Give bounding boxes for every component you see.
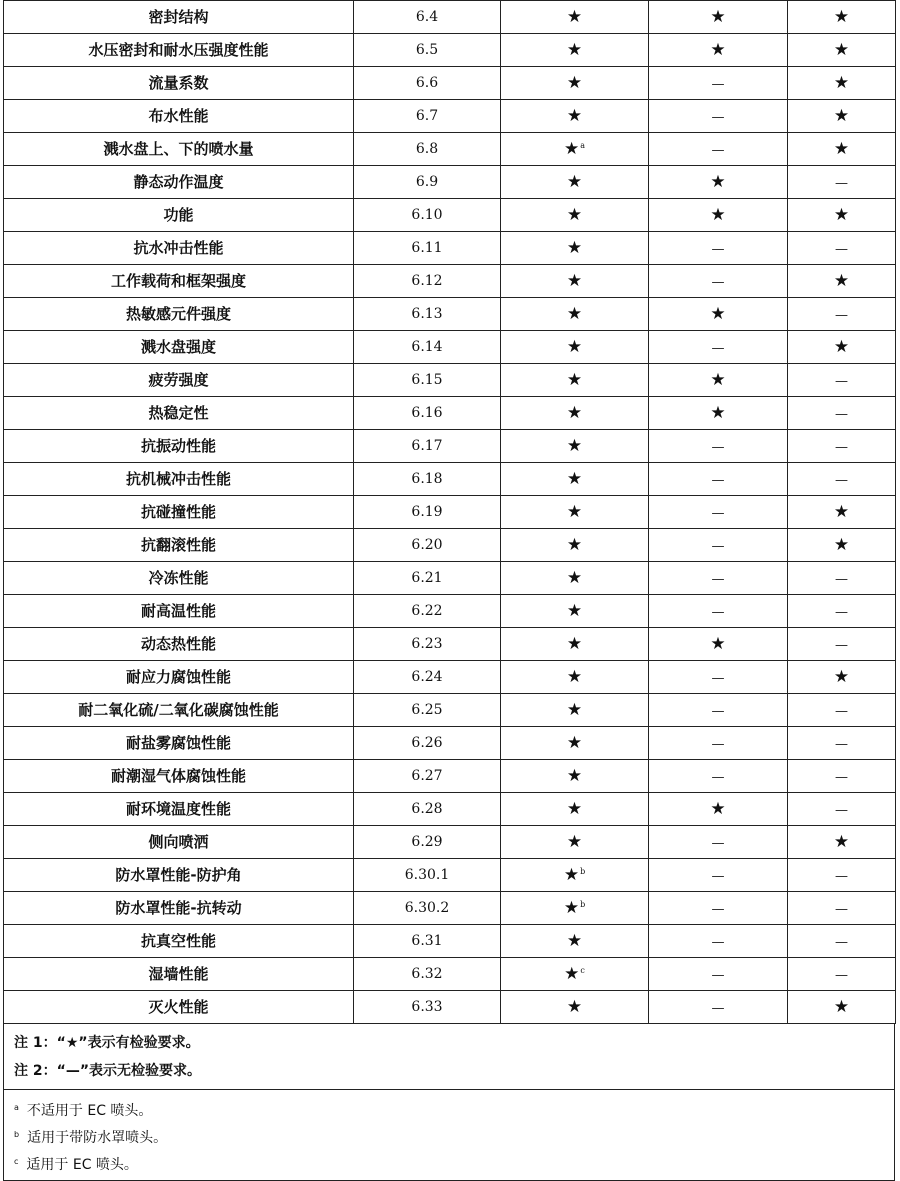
- star-mark: ★: [710, 6, 726, 27]
- type-test-cell: [501, 100, 649, 133]
- sample-test-cell: [788, 925, 896, 958]
- star-mark: ★: [566, 402, 583, 423]
- type-test-cell: [501, 694, 649, 727]
- factory-test-cell: [649, 760, 788, 793]
- item-name-cell: 耐环境温度性能: [4, 793, 354, 826]
- type-test-cell: [501, 34, 649, 67]
- notes-block: [4, 1024, 894, 1089]
- star-mark: ★: [710, 633, 726, 654]
- footnote-ref: c: [580, 965, 585, 975]
- clause-cell: 6.30.2: [354, 892, 501, 925]
- clause-cell: 6.30.1: [354, 859, 501, 892]
- table-row: [4, 562, 896, 595]
- item-name-cell: 湿墙性能: [4, 958, 354, 991]
- dash-mark: —: [835, 769, 848, 785]
- sample-test-cell: [788, 397, 896, 430]
- table-row: [4, 661, 896, 694]
- star-mark: ★: [710, 171, 726, 192]
- factory-test-cell: [649, 925, 788, 958]
- item-name-cell: 溅水盘上、下的喷水量: [4, 133, 354, 166]
- star-mark: ★: [833, 666, 850, 687]
- dash-mark: —: [711, 934, 725, 950]
- sample-test-cell: [788, 694, 896, 727]
- dash-mark: —: [835, 802, 848, 818]
- type-test-cell: [501, 199, 649, 232]
- factory-test-cell: [649, 562, 788, 595]
- type-test-cell: [501, 892, 649, 925]
- item-name-cell: 抗振动性能: [4, 430, 354, 463]
- item-name-cell: 抗水冲击性能: [4, 232, 354, 265]
- sample-test-cell: [788, 199, 896, 232]
- dash-mark: —: [711, 1000, 725, 1016]
- type-test-cell: [501, 529, 649, 562]
- type-test-cell: [501, 760, 649, 793]
- clause-cell: 6.17: [354, 430, 501, 463]
- star-mark: ★: [566, 501, 583, 522]
- footnote-text: 适用于带防水罩喷头。: [27, 1130, 168, 1146]
- type-test-cell: [501, 661, 649, 694]
- star-mark: ★: [710, 204, 726, 225]
- dash-mark: —: [835, 472, 848, 488]
- dash-mark: —: [835, 604, 848, 620]
- factory-test-cell: [649, 595, 788, 628]
- type-test-cell: [501, 826, 649, 859]
- factory-test-cell: [649, 793, 788, 826]
- factory-test-cell: [649, 991, 788, 1024]
- type-test-cell: [501, 133, 649, 166]
- star-mark: ★: [710, 39, 726, 60]
- star-mark: ★: [563, 864, 580, 885]
- clause-cell: 6.11: [354, 232, 501, 265]
- clause-cell: 6.13: [354, 298, 501, 331]
- star-mark: ★: [566, 237, 583, 258]
- star-mark: ★: [833, 501, 850, 522]
- type-test-cell: [501, 1, 649, 34]
- item-name-cell: 功能: [4, 199, 354, 232]
- item-name-cell: 耐高温性能: [4, 595, 354, 628]
- factory-test-cell: [649, 331, 788, 364]
- inspection-requirements-table: [3, 0, 896, 1024]
- clause-cell: 6.9: [354, 166, 501, 199]
- footnote-ref: b: [580, 899, 586, 909]
- dash-mark: —: [835, 571, 848, 587]
- star-mark: ★: [566, 996, 583, 1017]
- clause-cell: 6.5: [354, 34, 501, 67]
- inspection-table-page: [3, 0, 895, 1181]
- item-name-cell: 耐二氧化硫/二氧化碳腐蚀性能: [4, 694, 354, 727]
- clause-cell: 6.19: [354, 496, 501, 529]
- sample-test-cell: [788, 826, 896, 859]
- item-name-cell: 流量系数: [4, 67, 354, 100]
- sample-test-cell: [788, 298, 896, 331]
- type-test-cell: [501, 562, 649, 595]
- item-name-cell: 耐盐雾腐蚀性能: [4, 727, 354, 760]
- table-row: [4, 133, 896, 166]
- factory-test-cell: [649, 298, 788, 331]
- sample-test-cell: [788, 430, 896, 463]
- sample-test-cell: [788, 529, 896, 562]
- sample-test-cell: [788, 265, 896, 298]
- factory-test-cell: [649, 67, 788, 100]
- type-test-cell: [501, 430, 649, 463]
- star-mark: ★: [566, 699, 583, 720]
- table-row: [4, 826, 896, 859]
- star-mark: ★: [710, 402, 726, 423]
- star-mark: ★: [566, 270, 583, 291]
- sample-test-cell: [788, 67, 896, 100]
- type-test-cell: [501, 595, 649, 628]
- dash-mark: —: [711, 670, 725, 686]
- clause-cell: 6.10: [354, 199, 501, 232]
- star-mark: ★: [566, 204, 583, 225]
- star-mark: ★: [710, 303, 726, 324]
- table-row: [4, 595, 896, 628]
- dash-mark: —: [711, 142, 725, 158]
- factory-test-cell: [649, 364, 788, 397]
- clause-cell: 6.25: [354, 694, 501, 727]
- footnote-text: 不适用于 EC 喷头。: [26, 1103, 153, 1119]
- table-row: [4, 529, 896, 562]
- item-name-cell: 耐应力腐蚀性能: [4, 661, 354, 694]
- dash-mark: —: [835, 703, 848, 719]
- type-test-cell: [501, 67, 649, 100]
- clause-cell: 6.12: [354, 265, 501, 298]
- item-name-cell: 热敏感元件强度: [4, 298, 354, 331]
- table-row: [4, 760, 896, 793]
- item-name-cell: 密封结构: [4, 1, 354, 34]
- dash-mark: —: [711, 340, 725, 356]
- star-mark: ★: [833, 105, 850, 126]
- item-name-cell: 抗翻滚性能: [4, 529, 354, 562]
- item-name-cell: 抗真空性能: [4, 925, 354, 958]
- dash-mark: —: [711, 571, 725, 587]
- star-mark: ★: [833, 996, 850, 1017]
- table-row: [4, 166, 896, 199]
- footnote-b: [14, 1121, 894, 1148]
- star-mark: ★: [833, 6, 850, 27]
- dash-mark: —: [711, 76, 725, 92]
- factory-test-cell: [649, 199, 788, 232]
- item-name-cell: 疲劳强度: [4, 364, 354, 397]
- dash-mark: —: [711, 241, 725, 257]
- dash-mark: —: [711, 472, 725, 488]
- item-name-cell: 工作载荷和框架强度: [4, 265, 354, 298]
- star-mark: ★: [566, 369, 583, 390]
- type-test-cell: [501, 925, 649, 958]
- item-name-cell: 布水性能: [4, 100, 354, 133]
- star-mark: ★: [833, 534, 850, 555]
- dash-mark: —: [711, 505, 725, 521]
- table-row: [4, 430, 896, 463]
- clause-cell: 6.7: [354, 100, 501, 133]
- dash-mark: —: [711, 703, 725, 719]
- sample-test-cell: [788, 661, 896, 694]
- factory-test-cell: [649, 727, 788, 760]
- star-mark: ★: [833, 336, 850, 357]
- dash-mark: —: [835, 637, 848, 653]
- star-mark: ★: [710, 798, 726, 819]
- factory-test-cell: [649, 628, 788, 661]
- footnote-mark: a: [14, 1103, 19, 1112]
- sample-test-cell: [788, 628, 896, 661]
- dash-mark: —: [711, 868, 725, 884]
- star-mark: ★: [566, 567, 583, 588]
- factory-test-cell: [649, 859, 788, 892]
- table-row: [4, 265, 896, 298]
- star-mark: ★: [566, 765, 583, 786]
- dash-mark: —: [835, 736, 848, 752]
- dash-mark: —: [711, 109, 725, 125]
- star-mark: ★: [566, 534, 583, 555]
- clause-cell: 6.23: [354, 628, 501, 661]
- type-test-cell: [501, 265, 649, 298]
- star-mark: ★: [566, 798, 583, 819]
- table-row: [4, 892, 896, 925]
- dash-mark: —: [835, 241, 848, 257]
- star-mark: ★: [566, 39, 583, 60]
- dash-mark: —: [711, 967, 725, 983]
- star-mark: ★: [833, 138, 850, 159]
- factory-test-cell: [649, 892, 788, 925]
- sample-test-cell: [788, 760, 896, 793]
- star-mark: ★: [566, 303, 583, 324]
- note-1: 注 1：“★”表示有检验要求。: [14, 1035, 200, 1051]
- table-row: [4, 397, 896, 430]
- type-test-cell: [501, 298, 649, 331]
- note-2: 注 2：“—”表示无检验要求。: [14, 1063, 202, 1079]
- sample-test-cell: [788, 859, 896, 892]
- item-name-cell: 溅水盘强度: [4, 331, 354, 364]
- clause-cell: 6.28: [354, 793, 501, 826]
- sample-test-cell: [788, 991, 896, 1024]
- star-mark: ★: [710, 369, 726, 390]
- clause-cell: 6.27: [354, 760, 501, 793]
- star-mark: ★: [566, 930, 583, 951]
- dash-mark: —: [835, 901, 848, 917]
- table-row: [4, 925, 896, 958]
- item-name-cell: 耐潮湿气体腐蚀性能: [4, 760, 354, 793]
- sample-test-cell: [788, 1, 896, 34]
- type-test-cell: [501, 364, 649, 397]
- item-name-cell: 侧向喷洒: [4, 826, 354, 859]
- table-row: [4, 958, 896, 991]
- table-row: [4, 859, 896, 892]
- type-test-cell: [501, 496, 649, 529]
- dash-mark: —: [835, 868, 848, 884]
- type-test-cell: [501, 727, 649, 760]
- star-mark: ★: [833, 72, 850, 93]
- factory-test-cell: [649, 265, 788, 298]
- factory-test-cell: [649, 496, 788, 529]
- item-name-cell: 防水罩性能-防护角: [4, 859, 354, 892]
- footnote-ref: a: [580, 140, 586, 150]
- factory-test-cell: [649, 232, 788, 265]
- star-mark: ★: [833, 39, 850, 60]
- factory-test-cell: [649, 166, 788, 199]
- item-name-cell: 静态动作温度: [4, 166, 354, 199]
- dash-mark: —: [711, 769, 725, 785]
- dash-mark: —: [711, 736, 725, 752]
- table-row: [4, 793, 896, 826]
- footnotes-block: [4, 1089, 894, 1180]
- footnote-ref: b: [580, 866, 586, 876]
- clause-cell: 6.18: [354, 463, 501, 496]
- clause-cell: 6.33: [354, 991, 501, 1024]
- factory-test-cell: [649, 826, 788, 859]
- dash-mark: —: [835, 175, 848, 191]
- factory-test-cell: [649, 397, 788, 430]
- star-mark: ★: [833, 831, 850, 852]
- sample-test-cell: [788, 892, 896, 925]
- table-row: [4, 364, 896, 397]
- sample-test-cell: [788, 562, 896, 595]
- sample-test-cell: [788, 793, 896, 826]
- table-row: [4, 100, 896, 133]
- star-mark: ★: [566, 468, 583, 489]
- sample-test-cell: [788, 34, 896, 67]
- clause-cell: 6.8: [354, 133, 501, 166]
- item-name-cell: 冷冻性能: [4, 562, 354, 595]
- clause-cell: 6.24: [354, 661, 501, 694]
- star-mark: ★: [833, 204, 850, 225]
- type-test-cell: [501, 331, 649, 364]
- table-row: [4, 727, 896, 760]
- star-mark: ★: [566, 6, 583, 27]
- clause-cell: 6.20: [354, 529, 501, 562]
- item-name-cell: 热稳定性: [4, 397, 354, 430]
- sample-test-cell: [788, 958, 896, 991]
- table-row: [4, 67, 896, 100]
- dash-mark: —: [835, 373, 848, 389]
- clause-cell: 6.22: [354, 595, 501, 628]
- table-row: [4, 1, 896, 34]
- clause-cell: 6.16: [354, 397, 501, 430]
- factory-test-cell: [649, 529, 788, 562]
- sample-test-cell: [788, 463, 896, 496]
- table-row: [4, 331, 896, 364]
- star-mark: ★: [566, 600, 583, 621]
- dash-mark: —: [835, 307, 848, 323]
- clause-cell: 6.14: [354, 331, 501, 364]
- dash-mark: —: [835, 967, 848, 983]
- dash-mark: —: [711, 604, 725, 620]
- footnote-text: 适用于 EC 喷头。: [26, 1157, 138, 1173]
- star-mark: ★: [566, 171, 583, 192]
- table-row: [4, 496, 896, 529]
- type-test-cell: [501, 793, 649, 826]
- clause-cell: 6.4: [354, 1, 501, 34]
- factory-test-cell: [649, 463, 788, 496]
- star-mark: ★: [566, 336, 583, 357]
- table-body: [4, 1, 896, 1024]
- footnote-mark: b: [14, 1130, 20, 1139]
- type-test-cell: [501, 628, 649, 661]
- star-mark: ★: [563, 897, 580, 918]
- star-mark: ★: [566, 435, 583, 456]
- factory-test-cell: [649, 661, 788, 694]
- footnote-mark: c: [14, 1157, 19, 1166]
- dash-mark: —: [711, 901, 725, 917]
- item-name-cell: 防水罩性能-抗转动: [4, 892, 354, 925]
- factory-test-cell: [649, 133, 788, 166]
- clause-cell: 6.31: [354, 925, 501, 958]
- dash-mark: —: [711, 538, 725, 554]
- dash-mark: —: [835, 406, 848, 422]
- item-name-cell: 抗碰撞性能: [4, 496, 354, 529]
- clause-cell: 6.21: [354, 562, 501, 595]
- table-row: [4, 298, 896, 331]
- type-test-cell: [501, 991, 649, 1024]
- dash-mark: —: [711, 274, 725, 290]
- type-test-cell: [501, 859, 649, 892]
- star-mark: ★: [566, 666, 583, 687]
- item-name-cell: 抗机械冲击性能: [4, 463, 354, 496]
- clause-cell: 6.29: [354, 826, 501, 859]
- type-test-cell: [501, 958, 649, 991]
- star-mark: ★: [566, 732, 583, 753]
- type-test-cell: [501, 397, 649, 430]
- star-mark: ★: [566, 105, 583, 126]
- sample-test-cell: [788, 364, 896, 397]
- dash-mark: —: [711, 439, 725, 455]
- star-mark: ★: [563, 138, 580, 159]
- table-row: [4, 991, 896, 1024]
- sample-test-cell: [788, 331, 896, 364]
- sample-test-cell: [788, 166, 896, 199]
- item-name-cell: 动态热性能: [4, 628, 354, 661]
- star-mark: ★: [566, 831, 583, 852]
- type-test-cell: [501, 232, 649, 265]
- factory-test-cell: [649, 430, 788, 463]
- item-name-cell: 灭火性能: [4, 991, 354, 1024]
- star-mark: ★: [564, 963, 580, 984]
- type-test-cell: [501, 463, 649, 496]
- type-test-cell: [501, 166, 649, 199]
- sample-test-cell: [788, 232, 896, 265]
- table-row: [4, 628, 896, 661]
- star-mark: ★: [833, 270, 850, 291]
- sample-test-cell: [788, 133, 896, 166]
- table-row: [4, 694, 896, 727]
- factory-test-cell: [649, 100, 788, 133]
- factory-test-cell: [649, 694, 788, 727]
- dash-mark: —: [835, 934, 848, 950]
- table-notes: [3, 1024, 895, 1181]
- sample-test-cell: [788, 496, 896, 529]
- clause-cell: 6.32: [354, 958, 501, 991]
- table-row: [4, 34, 896, 67]
- star-mark: ★: [566, 72, 583, 93]
- dash-mark: —: [835, 439, 848, 455]
- factory-test-cell: [649, 34, 788, 67]
- dash-mark: —: [711, 835, 725, 851]
- clause-cell: 6.15: [354, 364, 501, 397]
- factory-test-cell: [649, 1, 788, 34]
- table-row: [4, 463, 896, 496]
- sample-test-cell: [788, 100, 896, 133]
- clause-cell: 6.6: [354, 67, 501, 100]
- item-name-cell: 水压密封和耐水压强度性能: [4, 34, 354, 67]
- clause-cell: 6.26: [354, 727, 501, 760]
- factory-test-cell: [649, 958, 788, 991]
- star-mark: ★: [566, 633, 583, 654]
- sample-test-cell: [788, 595, 896, 628]
- footnote-a: [14, 1094, 894, 1121]
- sample-test-cell: [788, 727, 896, 760]
- table-row: [4, 199, 896, 232]
- table-row: [4, 232, 896, 265]
